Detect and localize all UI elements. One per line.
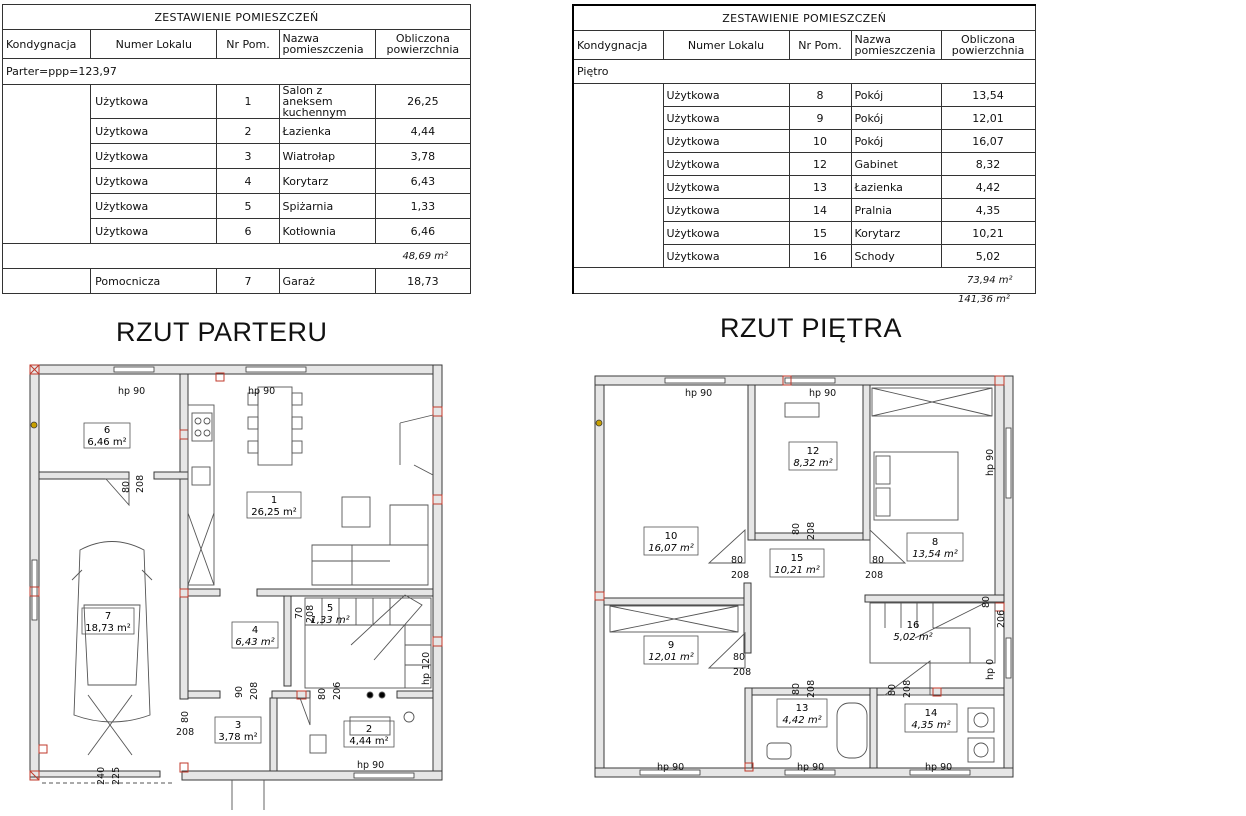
cell-unit: Użytkowa — [91, 169, 217, 194]
window-note: hp 90 — [685, 388, 713, 399]
cell-unit: Użytkowa — [663, 245, 789, 268]
room-area: 12,01 m² — [648, 652, 694, 663]
room-number: 12 — [806, 446, 820, 457]
cell-unit: Użytkowa — [91, 85, 217, 119]
header-area: Obliczona powierzchnia — [941, 31, 1035, 60]
cell-unit: Użytkowa — [663, 153, 789, 176]
cell-no: 1 — [217, 85, 279, 119]
room-area: 13,54 m² — [912, 549, 958, 560]
room-schedule-ground — [2, 4, 471, 294]
door-note: 80 — [791, 522, 802, 535]
window-note: hp 90 — [657, 762, 685, 773]
header-level: Kondygnacja — [3, 30, 91, 59]
cell-no: 9 — [789, 107, 851, 130]
level-cell — [3, 85, 91, 244]
room-area: 18,73 m² — [85, 623, 131, 634]
cell-name: Korytarz — [279, 169, 375, 194]
room-area: 5,02 m² — [893, 632, 933, 643]
cell-no: 6 — [217, 219, 279, 244]
door-note: 208 — [806, 679, 817, 698]
cell-area: 12,01 — [941, 107, 1035, 130]
room-number: 4 — [251, 625, 259, 636]
room-number: 16 — [906, 620, 920, 631]
cell-name: Kotłownia — [279, 219, 375, 244]
cell-area: 13,54 — [941, 84, 1035, 107]
cell-name: Łazienka — [851, 176, 941, 199]
door-note: 208 — [865, 570, 884, 581]
room-area: 3,78 m² — [218, 732, 258, 743]
schedule-title: ZESTAWIENIE POMIESZCZEŃ — [573, 5, 1035, 31]
door-note: 80 — [180, 710, 191, 723]
cell-area: 1,33 — [375, 194, 470, 219]
cell-no: 5 — [217, 194, 279, 219]
window-note: hp 90 — [118, 386, 146, 397]
door-note: 70 — [294, 606, 305, 619]
cell-unit: Użytkowa — [91, 194, 217, 219]
room-number: 6 — [103, 425, 111, 436]
window-note: hp 90 — [797, 762, 825, 773]
cell-unit: Użytkowa — [91, 219, 217, 244]
cell-unit: Użytkowa — [663, 107, 789, 130]
subtotal: 48,69 m² — [3, 244, 471, 269]
room-number: 13 — [795, 703, 809, 714]
header-room-no: Nr Pom. — [217, 30, 279, 59]
room-number: 2 — [365, 724, 373, 735]
room-area: 4,35 m² — [911, 720, 951, 731]
window-note: hp 120 — [421, 651, 432, 685]
cell-no: 10 — [789, 130, 851, 153]
door-note: 208 — [305, 604, 316, 623]
cell-unit: Pomocnicza — [91, 269, 217, 294]
upper-plan-title: RZUT PIĘTRA — [720, 313, 903, 343]
header-name: Nazwa pomieszczenia — [851, 31, 941, 60]
door-note: 80 — [981, 595, 992, 608]
ground-floor-plan — [22, 355, 452, 810]
cell-area: 10,21 — [941, 222, 1035, 245]
room-number: 1 — [270, 495, 278, 506]
cell-name: Korytarz — [851, 222, 941, 245]
cell-unit: Użytkowa — [91, 119, 217, 144]
cell-area: 26,25 — [375, 85, 470, 119]
cell-unit: Użytkowa — [663, 176, 789, 199]
cell-name: Gabinet — [851, 153, 941, 176]
subtotal: 73,94 m² — [573, 268, 1035, 294]
cell-no: 13 — [789, 176, 851, 199]
door-note: 80 — [733, 652, 746, 663]
room-number: 8 — [931, 537, 939, 548]
room-area: 6,46 m² — [87, 437, 127, 448]
upper-floor-plan — [585, 358, 1030, 798]
door-note: 206 — [996, 609, 1007, 628]
cell-area: 5,02 — [941, 245, 1035, 268]
cell-no: 2 — [217, 119, 279, 144]
door-note: 208 — [176, 727, 195, 738]
room-number: 9 — [667, 640, 675, 651]
header-area: Obliczona powierzchnia — [375, 30, 470, 59]
window-note: hp 90 — [985, 448, 996, 476]
cell-unit: Użytkowa — [663, 84, 789, 107]
room-number: 5 — [326, 603, 334, 614]
door-note: 90 — [234, 685, 245, 698]
cell-area: 16,07 — [941, 130, 1035, 153]
door-note: 208 — [733, 667, 752, 678]
window-note: hp 90 — [809, 388, 837, 399]
room-number: 10 — [664, 531, 678, 542]
door-note: 80 — [887, 683, 898, 696]
cell-no: 12 — [789, 153, 851, 176]
cell-name: Pokój — [851, 130, 941, 153]
room-area: 8,32 m² — [793, 458, 833, 469]
door-note: 208 — [902, 679, 913, 698]
cell-area: 18,73 — [375, 269, 470, 294]
room-number: 7 — [104, 611, 112, 622]
schedule-title: ZESTAWIENIE POMIESZCZEŃ — [3, 5, 471, 30]
cell-area: 4,42 — [941, 176, 1035, 199]
cell-area: 4,44 — [375, 119, 470, 144]
window-note: hp 90 — [357, 760, 385, 771]
room-area: 26,25 m² — [251, 507, 297, 518]
door-note: 208 — [731, 570, 750, 581]
door-note: 80 — [731, 555, 744, 566]
room-schedule-upper — [572, 4, 1036, 294]
header-unit: Numer Lokalu — [663, 31, 789, 60]
cell-name: Pokój — [851, 84, 941, 107]
header-name: Nazwa pomieszczenia — [279, 30, 375, 59]
cell-no: 3 — [217, 144, 279, 169]
cell-no: 14 — [789, 199, 851, 222]
door-note: 80 — [791, 682, 802, 695]
room-number: 15 — [790, 553, 804, 564]
room-area: 4,44 m² — [349, 736, 389, 747]
cell-no: 8 — [789, 84, 851, 107]
level-label: Piętro — [573, 60, 1035, 84]
cell-name: Spiżarnia — [279, 194, 375, 219]
cell-no: 7 — [217, 269, 279, 294]
door-note: 80 — [872, 555, 885, 566]
door-note: 208 — [249, 681, 260, 700]
cell-area: 6,46 — [375, 219, 470, 244]
cell-name: Łazienka — [279, 119, 375, 144]
cell-unit: Użytkowa — [91, 144, 217, 169]
cell-area: 3,78 — [375, 144, 470, 169]
level-cell — [573, 84, 663, 268]
door-note: 240 — [96, 766, 107, 785]
window-note: hp 90 — [248, 386, 276, 397]
cell-no: 4 — [217, 169, 279, 194]
door-note: 208 — [135, 474, 146, 493]
cell-name: Pokój — [851, 107, 941, 130]
cell-area: 4,35 — [941, 199, 1035, 222]
room-number: 14 — [924, 708, 938, 719]
cell-name: Salon z aneksem kuchennym — [279, 85, 375, 119]
header-unit: Numer Lokalu — [91, 30, 217, 59]
window-note: hp 90 — [925, 762, 953, 773]
cell-name: Pralnia — [851, 199, 941, 222]
door-note: 80 — [121, 480, 132, 493]
door-note: 208 — [806, 521, 817, 540]
header-room-no: Nr Pom. — [789, 31, 851, 60]
level-cell — [3, 269, 91, 294]
ground-plan-title: RZUT PARTERU — [116, 317, 328, 347]
cell-name: Garaż — [279, 269, 375, 294]
room-area: 1,33 m² — [310, 615, 350, 626]
cell-area: 8,32 — [941, 153, 1035, 176]
grand-total: 141,36 m² — [958, 294, 1010, 305]
door-note: 225 — [111, 766, 122, 785]
room-area: 6,43 m² — [235, 637, 275, 648]
room-number: 3 — [234, 720, 242, 731]
cell-unit: Użytkowa — [663, 222, 789, 245]
level-label: Parter=ppp=123,97 — [3, 59, 471, 85]
cell-no: 15 — [789, 222, 851, 245]
room-area: 4,42 m² — [782, 715, 822, 726]
cell-no: 16 — [789, 245, 851, 268]
cell-name: Wiatrołap — [279, 144, 375, 169]
room-area: 16,07 m² — [648, 543, 694, 554]
cell-name: Schody — [851, 245, 941, 268]
window-note: hp 0 — [985, 658, 996, 680]
cell-unit: Użytkowa — [663, 199, 789, 222]
door-note: 206 — [332, 681, 343, 700]
cell-unit: Użytkowa — [663, 130, 789, 153]
header-level: Kondygnacja — [573, 31, 663, 60]
cell-area: 6,43 — [375, 169, 470, 194]
room-area: 10,21 m² — [774, 565, 820, 576]
door-note: 80 — [317, 687, 328, 700]
